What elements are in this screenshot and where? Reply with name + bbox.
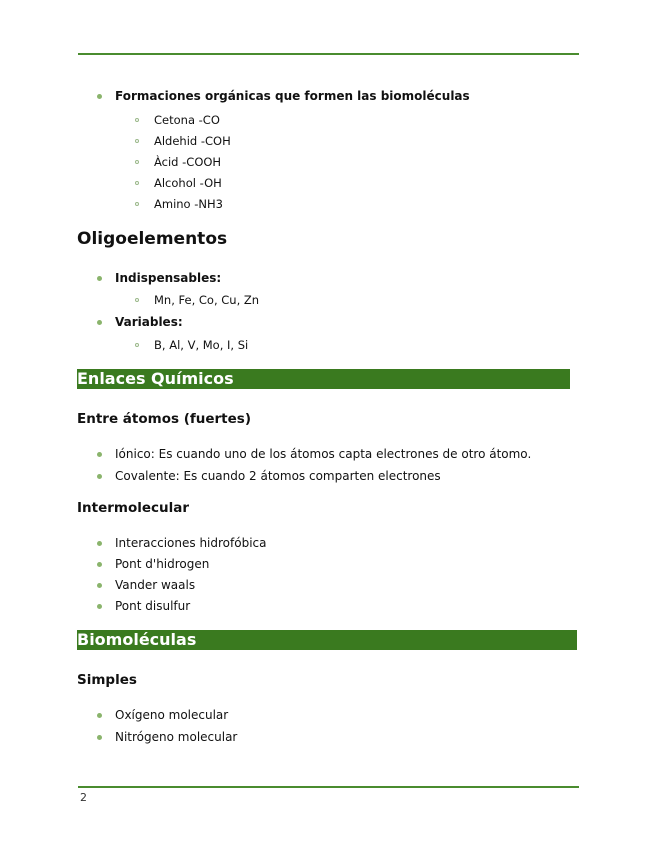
bullet-icon <box>97 541 102 546</box>
section-banner-biomoleculas: Biomoléculas <box>77 630 577 650</box>
organic-item: Amino -NH3 <box>154 197 223 211</box>
circle-bullet-icon <box>135 298 139 302</box>
bullet-icon <box>97 562 102 567</box>
organic-item: Alcohol -OH <box>154 176 222 190</box>
intermolecular-item: Interacciones hidrofóbica <box>115 536 267 550</box>
bullet-icon <box>97 713 102 718</box>
footer-rule <box>78 786 579 788</box>
simple-item: Nitrógeno molecular <box>115 730 238 744</box>
bullet-icon <box>97 583 102 588</box>
circle-bullet-icon <box>135 160 139 164</box>
circle-bullet-icon <box>135 118 139 122</box>
bond-item: Covalente: Es cuando 2 átomos comparten electrones <box>115 469 441 483</box>
bullet-icon <box>97 735 102 740</box>
subheading-simples: Simples <box>77 672 137 688</box>
section-banner-enlaces: Enlaces Químicos <box>77 369 570 389</box>
variables-items: B, Al, V, Mo, I, Si <box>154 338 249 352</box>
circle-bullet-icon <box>135 139 139 143</box>
bullet-icon <box>97 276 102 281</box>
intermolecular-item: Pont d'hidrogen <box>115 557 210 571</box>
subheading-strong-bonds: Entre átomos (fuertes) <box>77 411 251 427</box>
simple-item: Oxígeno molecular <box>115 708 229 722</box>
indispensables-label: Indispensables: <box>115 271 222 285</box>
indispensables-items: Mn, Fe, Co, Cu, Zn <box>154 293 260 307</box>
bond-item: Iónico: Es cuando uno de los átomos capta electrones de otro átomo. <box>115 447 532 461</box>
bullet-icon <box>97 604 102 609</box>
organic-heading: Formaciones orgánicas que formen las biomoléculas <box>115 89 470 103</box>
organic-item: Cetona -CO <box>154 113 220 127</box>
organic-item: Àcid -COOH <box>154 155 222 169</box>
bullet-icon <box>97 452 102 457</box>
page-number: 2 <box>80 791 87 804</box>
bullet-icon <box>97 320 102 325</box>
intermolecular-item: Pont disulfur <box>115 599 191 613</box>
header-rule <box>78 53 579 55</box>
variables-label: Variables: <box>115 315 183 329</box>
bullet-icon <box>97 474 102 479</box>
circle-bullet-icon <box>135 181 139 185</box>
organic-item: Aldehid -COH <box>154 134 231 148</box>
intermolecular-item: Vander waals <box>115 578 196 592</box>
section-title-oligoelementos: Oligoelementos <box>77 229 228 249</box>
subheading-intermolecular: Intermolecular <box>77 500 190 516</box>
circle-bullet-icon <box>135 202 139 206</box>
circle-bullet-icon <box>135 343 139 347</box>
bullet-icon <box>97 94 102 99</box>
